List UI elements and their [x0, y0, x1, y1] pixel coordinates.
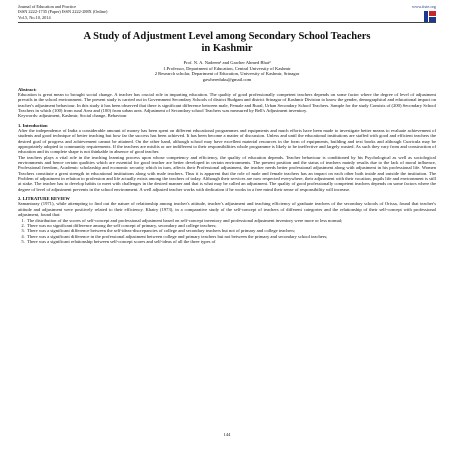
affiliation-1: 1.Professor, Department of Education, Central University of Kashmir: [163, 65, 291, 71]
paper-title: [18, 31, 436, 55]
body-paragraph: Samantaray (1971), while attempting to find out the nature of relationship among teacher's attitude, teacher's adjustment and teaching efficiency of graduate teachers of the secondary schools of Orissa, found that teacher's attitude and adjustment were positively related to their efficiency. Khatry (1973), in a comparative study of the self-concept of teachers of different categories and the relationship of their self-concept with professional adjustment, found that:: [18, 201, 436, 218]
title-line: A Study of Adjustment Level among Secondary School Teachers: [83, 31, 371, 43]
paper-page: [18, 4, 436, 448]
introduction-section: [18, 123, 436, 192]
list-item: 2. There was no significant difference among the self concept of primary, secondary and college teachers;: [26, 223, 436, 228]
page-number: 144: [223, 432, 231, 437]
list-item: 1. The distribution of the scores of self-concept and professional adjustment based on self-concept inventory and professional adjustment inventory were more or less normal;: [26, 218, 436, 223]
findings-list: [18, 218, 436, 245]
author-names: Prof. N. A. Nadeem¹ and Gawher Ahmed Bhat²: [183, 60, 271, 66]
keywords: Keywords: adjustment, Kashmir, Social change, Behaviour: [18, 113, 127, 119]
abstract-section: [18, 87, 436, 119]
header-divider: [18, 22, 436, 23]
list-item: 5. There was a significant relationship between self-concept scores and self-ideas of all the three types of: [26, 239, 436, 244]
author-block: [18, 60, 436, 82]
introduction-heading: 1. Introduction: [18, 122, 48, 128]
journal-issn: ISSN 2222-1735 (Paper) ISSN 2222-288X (Online): [18, 9, 108, 15]
affiliation-2: 2 Research scholar, Department of Education, University of Kashmir, Srinagar: [154, 71, 300, 77]
abstract-heading: Abstract:: [18, 86, 37, 92]
list-item: 3. There was a significant difference between the self-ideas-discrepancies of college and secondary teachers but not of primary and college teachers;: [26, 228, 436, 233]
journal-url[interactable]: www.iiste.org: [412, 4, 436, 9]
abstract-text: Education is great mean to brought social change. A teacher has crucial role in imparting education. The quality of good professionally competent teachers depends on some factor where the degree of level of adjustment prevails in the school environment. The present study is carried out in Government Secondary Schools of district Budgam and district Srinagar of Kashmir Division to know the gender, demographical and educational impact on teacher's adjustment behaviour. In this study it has been observed that there is significant difference between male, Female and Rural, Urban Secondary School Teachers. Sample for the study Consists of (200) Secondary School Teachers in which (100) from rural Area and (100) from urban area. Adjustment of Secondary school Teachers was measured by Bell's Adjustment inventory.: [18, 91, 436, 113]
author-email[interactable]: gawhereduku@gmail.com: [202, 77, 252, 82]
journal-volume: Vol.5, No.10, 2014: [18, 14, 51, 20]
journal-logo: [412, 4, 436, 24]
journal-name: Journal of Education and Practice: [18, 4, 76, 9]
list-item: 4. There was a significant difference in the professional adjustment between college and primary teachers but not between the primary and secondary school teachers;: [26, 234, 436, 239]
body-paragraph: After the independence of India a considerable amount of money has been spent on different educational programmes and equipments and much efforts have been made to investigate better means to evaluate achievement of students and good technique of better teaching but how far the success has been achieved. It has been become a matter of discussion. Unless and until the educational institutions are staffed with good and efficient teachers the desired goal of progress and achievement cannot be attained. On the other hand, although school may have excellent material resources in the form of equipments, building and text books and although Curricula may be appropriately adopted to community requirements. If the teachers are misfits or are indifferent to their responsibilities whole programme is likely to be ineffective and largely wasted. As such they vary from and construction of education and its complete shape is not thinkable in absence of good teacher.: [18, 128, 436, 155]
journal-header: [18, 4, 436, 23]
literature-section: [18, 196, 436, 244]
body-paragraph: The teachers plays a vital role in the teaching learning process upon whose competency and efficiency, the quality of education depends. Teacher behaviour is conditioned by his Psychological as well as sociological environments and hence certain qualities which are essential for good teacher are better developed in certain environments. The present position and the status of teachers mainly results due to the lack of moral influence, Professional freedom, Academic scholarship and economic security which in turn, affects their Professional adjustment, the teacher needs better professional adjustment along with adjustment in his professional life. Women Teachers constitute a great strength in educational institutions along with male teachers. Thus it is apparent that the role of male and female teachers has an impact on each other both inside and outside the institution. The Problem of adjustment in relation to profession and life actually exists among the teachers of today. Although their services are now respected everywhere, their adjustment with their vocation, pupils life and environment is still at stake. The teacher has to develop habits to meet with challenges in the desired manner and that is what may be called an adjustment. The quality of good professionally competent teachers depends on some factors where the degree of level of adjustment prevents in the school environment. A well adjusted teacher works with dedication if he works in a free mind their sense of responsibility will increase.: [18, 154, 436, 192]
title-line: in Kashmir: [201, 43, 253, 55]
literature-heading: 2. LITRATURE REVIEW: [18, 196, 70, 202]
iiste-logo-icon: [424, 11, 436, 22]
